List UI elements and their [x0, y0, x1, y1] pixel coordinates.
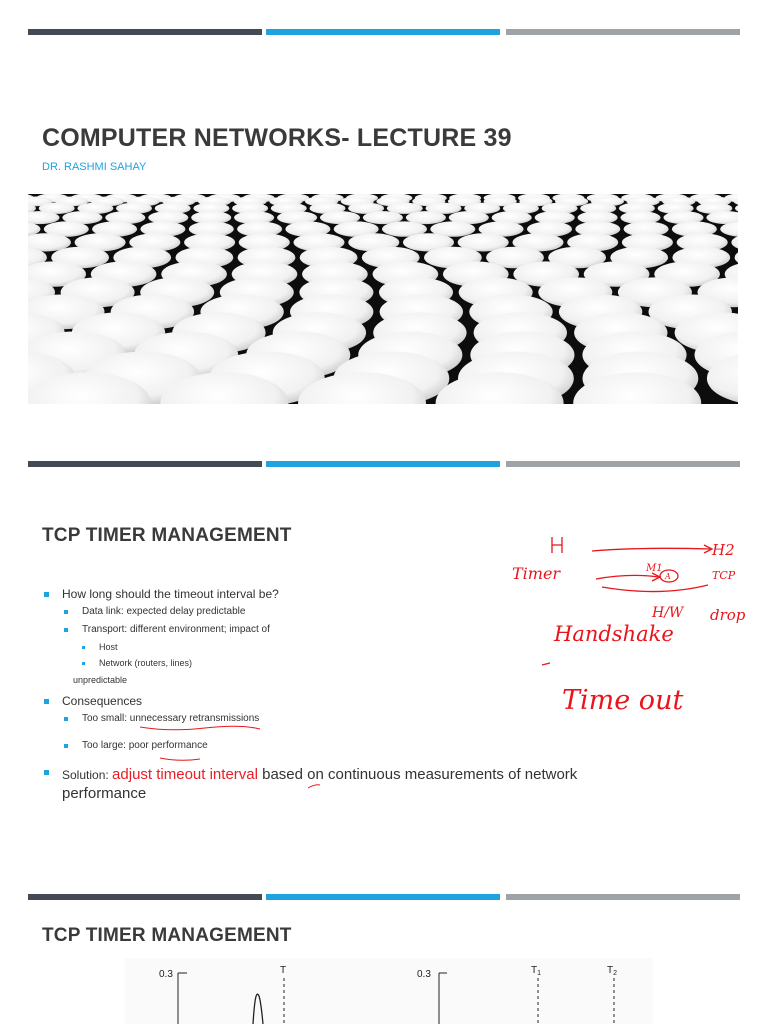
bar-accent	[266, 461, 500, 467]
bullet-timeout-question	[42, 587, 279, 601]
solution-highlight: adjust timeout interval	[112, 766, 258, 783]
bullet-text: How long should the timeout interval be?	[62, 587, 279, 601]
cover-image	[28, 194, 738, 404]
bullet-text: Data link: expected delay predictable	[82, 606, 246, 617]
marker-label-T: T	[280, 965, 287, 976]
ink-drop: drop	[710, 606, 746, 624]
solution-prefix: Solution:	[62, 768, 113, 782]
bar-accent	[266, 29, 500, 35]
cover-subtitle: DR. RASHMI SAHAY	[42, 161, 147, 173]
bullet-text: Consequences	[62, 694, 143, 708]
ink-curve	[602, 585, 708, 592]
ink-stroke	[552, 537, 562, 553]
ink-timer: Timer	[512, 564, 561, 583]
slide2-top-bar	[28, 461, 740, 467]
cover-title: COMPUTER NETWORKS- LECTURE 39	[42, 124, 512, 152]
bullet-text: Too large: poor performance	[82, 740, 208, 751]
bar-dark	[28, 461, 262, 467]
sub-sub-bullet-network	[42, 658, 192, 668]
bar-dark	[28, 29, 262, 35]
bar-accent	[266, 894, 500, 900]
ink-a: A	[665, 572, 671, 581]
series-curve	[253, 994, 263, 1024]
ink-dash	[542, 663, 550, 665]
bar-grey	[506, 894, 740, 900]
ink-arrow	[596, 575, 658, 579]
slide3-top-bar	[28, 894, 740, 900]
bullet-text: Too small: unnecessary retransmissions	[82, 713, 260, 724]
underline-annotations	[140, 722, 340, 792]
underline-stroke	[308, 785, 320, 788]
timeout-chart-svg	[125, 958, 653, 1024]
ink-h2: H2	[712, 541, 735, 559]
sub-bullet-transport	[42, 624, 270, 635]
sub-sub-bullet-host	[42, 642, 118, 652]
bar-dark	[28, 894, 262, 900]
timeout-chart	[125, 958, 653, 1024]
bullet-text: Host	[99, 642, 118, 652]
bullet-solution	[42, 765, 662, 803]
solution-rest: based on continuous measurements of network performance	[62, 766, 578, 802]
marker-label-T1: $T_1$	[531, 965, 542, 977]
slide1-top-bar	[28, 29, 740, 35]
ink-m1: M1	[646, 563, 663, 574]
bullet-text: Transport: different environment; impact of	[82, 624, 270, 635]
ytick-label: 0.3	[159, 969, 173, 980]
underline-stroke	[160, 758, 200, 760]
white-discs-image	[28, 194, 738, 404]
handwritten-annotations	[500, 525, 768, 725]
ink-handshake: Handshake	[554, 622, 674, 646]
ink-timeout: Time out	[562, 685, 684, 716]
bullet-consequences	[42, 694, 142, 708]
bullet-text: Network (routers, lines)	[99, 658, 193, 668]
ytick-label: 0.3	[417, 969, 431, 980]
bar-grey	[506, 461, 740, 467]
ink-hw: H/W	[652, 605, 684, 621]
marker-label-T2: $T_2$	[607, 965, 618, 977]
underline-stroke	[140, 726, 260, 730]
sub-bullet-datalink	[42, 606, 245, 617]
ink-tcp: TCP	[712, 569, 736, 582]
ink-arrow	[592, 548, 710, 551]
unpredictable-text: unpredictable	[73, 675, 128, 685]
bar-grey	[506, 29, 740, 35]
slide3-title: TCP TIMER MANAGEMENT	[42, 925, 292, 946]
slide2-title: TCP TIMER MANAGEMENT	[42, 525, 292, 546]
